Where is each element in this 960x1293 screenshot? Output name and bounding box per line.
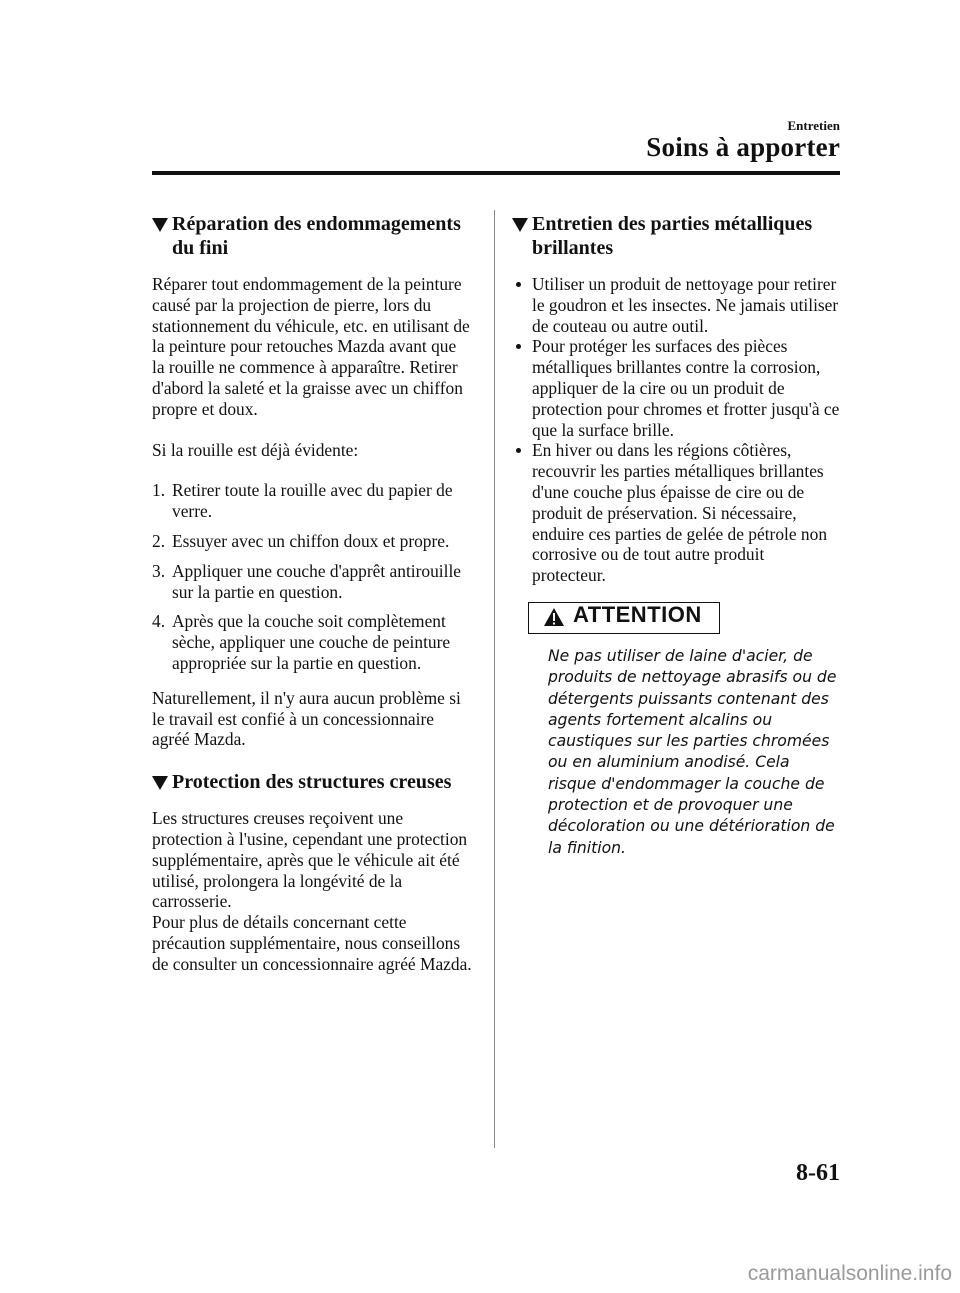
- page-title: Soins à apporter: [646, 132, 840, 162]
- step-number: 1.: [152, 480, 166, 501]
- bullet-dot-icon: [516, 448, 521, 453]
- column-divider: [494, 210, 495, 1148]
- bullet-text: Utiliser un produit de nettoyage pour retirer le goudron et les insectes. Ne jamais utiliser de couteau ou autre outil.: [532, 274, 839, 336]
- list-item: [152, 611, 472, 673]
- attention-box: [528, 602, 720, 634]
- section-heading-hollow-structures: [152, 770, 472, 794]
- section-heading-paint-repair: [152, 212, 472, 260]
- heading-text: Entretien des parties métalliques brillantes: [532, 213, 813, 259]
- bullet-dot-icon: [516, 282, 521, 287]
- step-text: Après que la couche soit complètement sèche, appliquer une couche de peinture appropriée sur la partie en question.: [172, 611, 451, 673]
- heading-text: Protection des structures creuses: [172, 771, 452, 794]
- list-item: [152, 480, 472, 522]
- paragraph: Si la rouille est déjà évidente:: [152, 439, 359, 460]
- step-number: 4.: [152, 611, 166, 632]
- warning-triangle-icon: [543, 607, 565, 627]
- watermark: carmanualsonline.info: [747, 1262, 952, 1285]
- triangle-bullet-icon: [152, 218, 168, 232]
- header-section-label: Entretien: [787, 118, 840, 133]
- list-item: [512, 274, 840, 336]
- step-number: 3.: [152, 560, 166, 581]
- step-text: Essuyer avec un chiffon doux et propre.: [172, 530, 450, 551]
- list-item: [152, 561, 472, 603]
- triangle-bullet-icon: [152, 776, 168, 790]
- paragraph: Naturellement, il n'y aura aucun problème si le travail est confié à un concessionnaire agréé Mazda.: [152, 687, 461, 750]
- bullet-text: En hiver ou dans les régions côtières, recouvrir les parties métalliques brillantes d'une couche plus épaisse de cire ou de produit de préservation. Si nécessaire, enduire ces parties de gelée de pétrole non corrosive ou de tout autre produit protecteur.: [532, 440, 828, 586]
- header-divider: [152, 171, 840, 175]
- paragraph: Pour plus de détails concernant cette précaution supplémentaire, nous conseillons de consulter un concessionnaire agréé Mazda.: [152, 912, 472, 974]
- bullet-text: Pour protéger les surfaces des pièces métalliques brillantes contre la corrosion, appliquer de la cire ou un produit de protection pour chromes et frotter jusqu'à ce que la surface brille.: [532, 336, 840, 440]
- paragraph: Les structures creuses reçoivent une protection à l'usine, cependant une protection supplémentaire, après que le véhicule ait été utilisé, prolongera la longévité de la carrosserie.: [152, 808, 468, 912]
- left-column: [152, 212, 472, 995]
- step-text: Appliquer une couche d'apprêt antirouille sur la partie en question.: [172, 560, 462, 602]
- attention-text: Ne pas utiliser de laine d'acier, de produits de nettoyage abrasifs ou de détergents puissants contenant des agents fortement alcalins ou caustiques sur les parties chromées ou en aluminium anodisé. Cela risque d'endommager la couche de protection et de provoquer une décoloration ou une détérioration de la finition.: [548, 646, 837, 857]
- list-item: [512, 336, 840, 440]
- bullet-dot-icon: [516, 344, 521, 349]
- list-item: [152, 531, 472, 552]
- heading-text: Réparation des endommagements du fini: [172, 213, 461, 259]
- triangle-bullet-icon: [512, 218, 528, 232]
- right-column: [512, 212, 840, 859]
- list-item: [512, 440, 840, 586]
- page-number: 8-61: [796, 1160, 840, 1186]
- attention-label: ATTENTION: [573, 601, 702, 627]
- step-number: 2.: [152, 530, 166, 551]
- step-text: Retirer toute la rouille avec du papier de verre.: [172, 480, 453, 522]
- paragraph: Réparer tout endommagement de la peinture causé par la projection de pierre, lors du stationnement du véhicule, etc. en utilisant de la peinture pour retouches Mazda avant que la rouille ne commence à apparaître. Retirer d'abord la saleté et la graisse avec un chiffon propre et doux.: [152, 274, 470, 419]
- section-heading-metal-parts: [512, 212, 840, 260]
